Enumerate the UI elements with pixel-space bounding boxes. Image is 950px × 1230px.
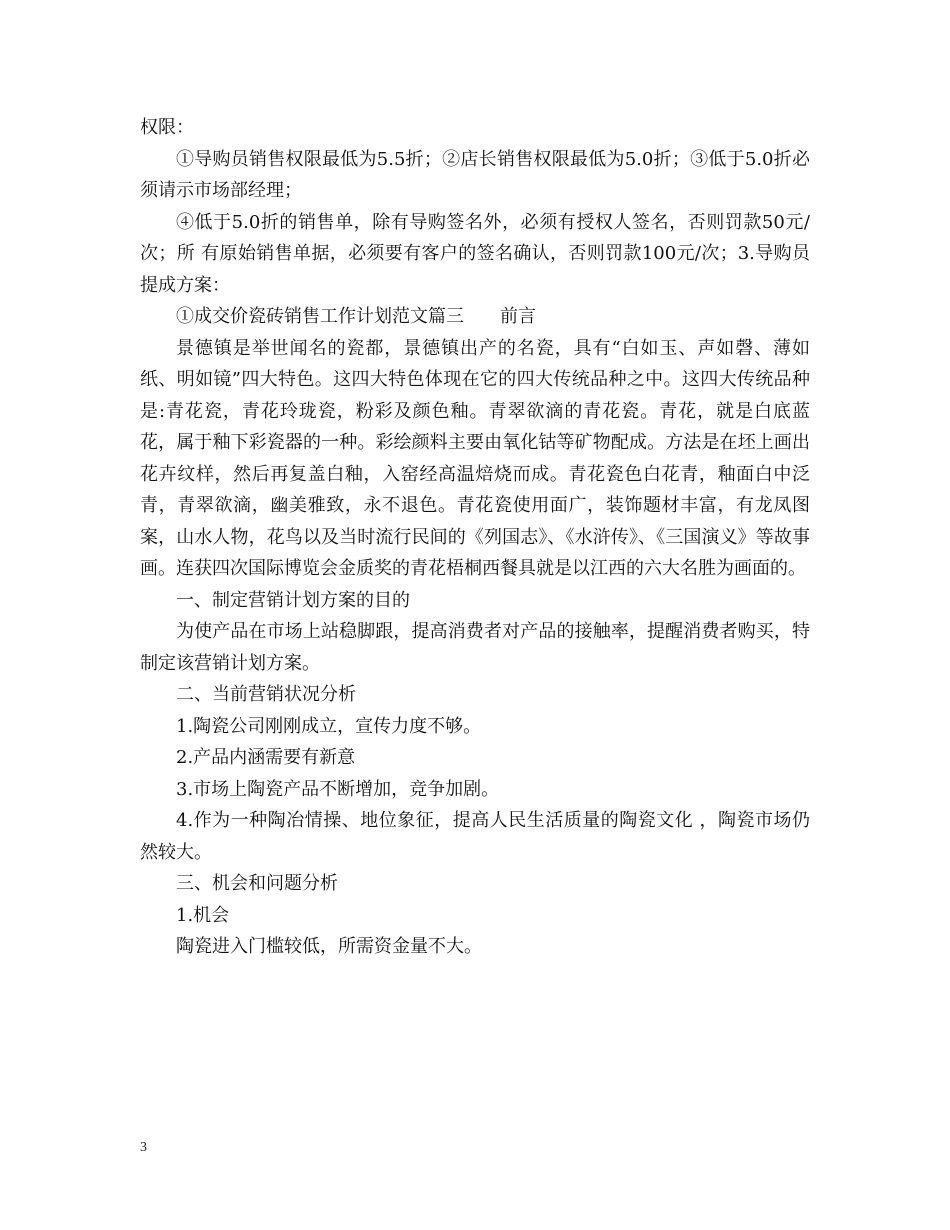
list-item-analysis-3: 3.市场上陶瓷产品不断增加，竞争加剧。 — [176, 778, 500, 800]
document-body — [140, 112, 810, 963]
paragraph-signature-rules: ④低于5.0折的销售单，除有导购签名外，必须有授权人签名，否则罚款50元/次；所 有原始销售单据，必须要有客户的签名确认，否则罚款100元/次；3.导购员提成方案： — [140, 211, 810, 296]
list-item-analysis-2: 2.产品内涵需要有新意 — [176, 747, 356, 768]
heading-opportunity-analysis: 三、机会和问题分析 — [176, 873, 338, 894]
list-item-opportunity: 1.机会 — [176, 904, 230, 926]
list-item-analysis-4: 4.作为一种陶冶情操、地位象征，提高人民生活质量的陶瓷文化 ，陶瓷市场仍然较大。 — [140, 810, 810, 863]
page-number: 3 — [140, 1140, 147, 1155]
heading-market-analysis: 二、当前营销状况分析 — [176, 684, 356, 705]
paragraph-entry-threshold: 陶瓷进入门槛较低，所需资金量不大。 — [176, 936, 482, 957]
paragraph-permissions-heading: 权限： — [140, 117, 194, 138]
paragraph-permission-levels: ①导购员销售权限最低为5.5折；②店长销售权限最低为5.0折；③低于5.0折必须请示市场部经理； — [140, 148, 810, 201]
paragraph-plan-purpose: 为使产品在市场上站稳脚跟，提高消费者对产品的接触率，提醒消费者购买，特制定该营销计划方案。 — [140, 621, 810, 674]
list-item-analysis-1: 1.陶瓷公司刚刚成立，宣传力度不够。 — [176, 715, 482, 737]
heading-plan-purpose: 一、制定营销计划方案的目的 — [176, 589, 410, 611]
paragraph-jingdezhen-intro: 景德镇是举世闻名的瓷都，景德镇出产的名瓷，具有“白如玉、声如磬、薄如纸、明如镜”四大特色。这四大特色体现在它的四大传统品种之中。这四大传统品种是:青花瓷，青花玲珑瓷，粉彩及颜色釉。青翠欲滴的青花瓷。青花，就是白底蓝花，属于釉下彩瓷器的一种。彩绘颜料主要由氧化钴等矿物配成。方法是在坯上画出花卉纹样，然后再复盖白釉，入窑经高温焙烧而成。青花瓷色白花青，釉面白中泛青，青翠欲滴，幽美雅致，永不退色。青花瓷使用面广，装饰题材丰富，有龙凤图案，山水人物，花鸟以及当时流行民间的《列国志》、《水浒传》、《三国演义》等故事画。连获四次国际博览会金质奖的青花梧桐西餐具就是以江西的六大名胜为画面的。 — [140, 337, 810, 579]
paragraph-section-preface: ①成交价瓷砖销售工作计划范文篇三 前言 — [176, 306, 536, 327]
